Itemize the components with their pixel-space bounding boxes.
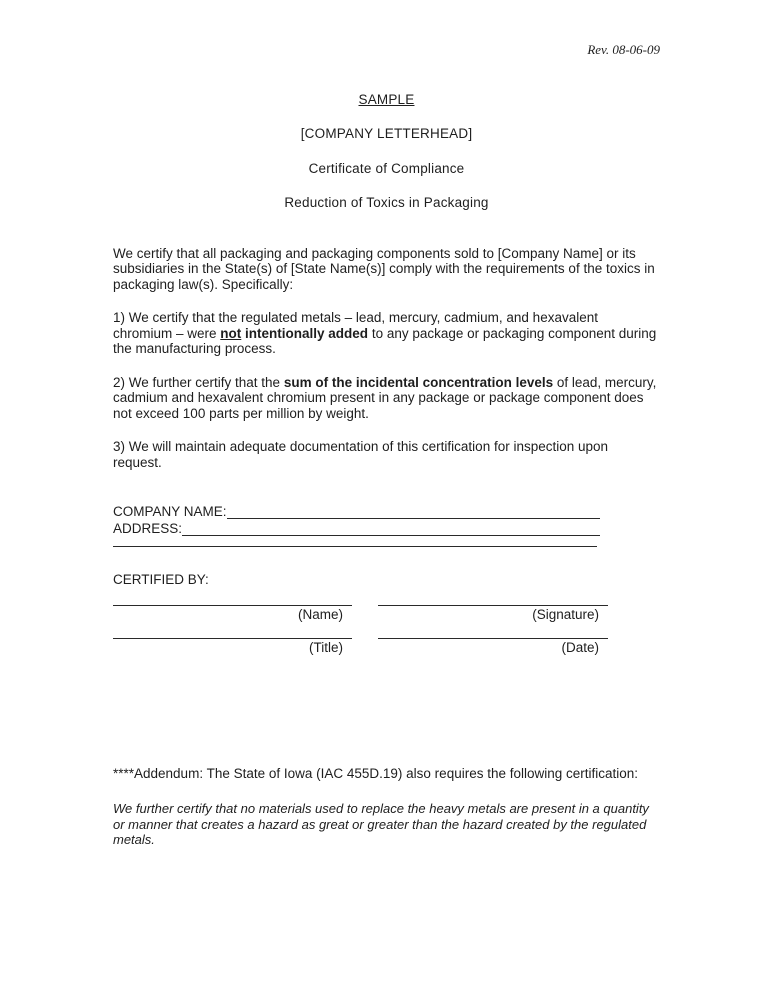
name-caption: (Name): [297, 606, 343, 622]
title-field: [113, 635, 352, 656]
item2-pre: 2) We further certify that the: [113, 374, 284, 390]
item2-post: of lead, mercury, cadmium and hexavalent chromium present in any package or package component does not exceed 100 parts per million by weight.: [113, 374, 657, 421]
letterhead-heading: [COMPANY LETTERHEAD]: [300, 126, 473, 141]
signature-row-2: [113, 635, 660, 656]
signature-line: [378, 602, 608, 606]
item1-bold-underline: not: [220, 325, 242, 341]
company-info-block: [113, 502, 660, 547]
name-line: [113, 602, 352, 606]
item1-pre: 1) We certify that the regulated metals – lead, mercury, cadmium, and hexavalent chromium – were: [113, 310, 598, 341]
date-caption: (Date): [561, 640, 599, 655]
item2-bold: sum of the incidental concentration levels: [283, 374, 554, 390]
addendum-heading: ****Addendum: The State of Iowa (IAC 455D.19) also requires the following certification:: [113, 765, 639, 781]
certification-item-3: 3) We will maintain adequate documentation of this certification for inspection upon request.: [113, 439, 609, 470]
certified-by-label: CERTIFIED BY:: [113, 572, 209, 587]
company-name-row: [113, 502, 600, 519]
company-name-line: [227, 504, 600, 519]
title-line: [113, 635, 352, 639]
item1-post: to any package or packaging component during the manufacturing process.: [113, 325, 657, 356]
sample-heading-text: SAMPLE: [358, 91, 415, 107]
company-name-label: COMPANY NAME:: [113, 503, 227, 519]
name-field: [113, 602, 352, 623]
document-subtitle: Reduction of Toxics in Packaging: [284, 195, 489, 210]
address-row: [113, 519, 600, 536]
signature-caption: (Signature): [532, 606, 599, 622]
revision-text: Rev. 08-06-09: [587, 42, 660, 57]
document-title: Certificate of Compliance: [308, 160, 465, 176]
title-caption: (Title): [309, 640, 343, 655]
signature-field: [378, 602, 608, 623]
addendum-paragraph: We further certify that no materials used to replace the heavy metals are present in a quantity or manner that creates a hazard as great or greater than the hazard created by the regulated metals.: [113, 801, 649, 847]
intro-paragraph: We certify that all packaging and packaging components sold to [Company Name] or its subsidiaries in the State(s) of [State Name(s)] comply with the requirements of the toxics in packaging law(s). Specifically:: [113, 245, 655, 292]
date-line: [378, 635, 608, 639]
certification-item-1: [113, 310, 660, 357]
certification-item-2: [113, 375, 660, 422]
date-field: [378, 635, 608, 656]
address-label: ADDRESS:: [113, 520, 183, 536]
address-line: [182, 521, 600, 536]
signature-row-1: [113, 602, 660, 623]
item1-bold: intentionally added: [241, 325, 369, 341]
document-content: [113, 0, 660, 861]
address-overflow-line: [113, 537, 597, 547]
sample-heading: [113, 92, 660, 108]
